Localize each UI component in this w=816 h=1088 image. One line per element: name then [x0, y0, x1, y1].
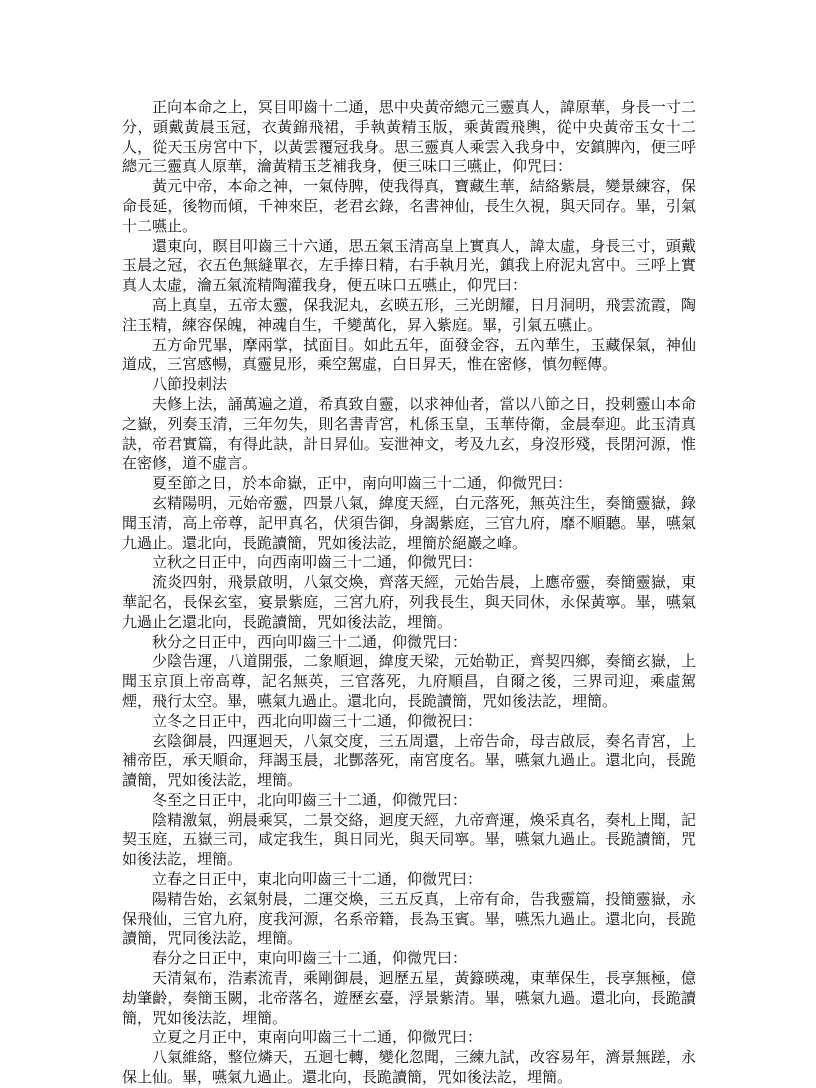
paragraph: 立夏之月正中，東南向叩齒三十二通，仰微咒曰： — [152, 1028, 483, 1047]
paragraph: 立冬之日正中，西北向叩齒三十二通，仰微祝曰： — [152, 711, 483, 730]
paragraph: 冬至之日正中，北向叩齒三十二通，仰微咒曰： — [152, 790, 468, 809]
paragraph: 流炎四射，飛景啟明，八氣交煥，齊落天經，元始告晨，上應帝靈，奏簡靈嶽，東華記名，長保玄室，宴景紫庭，三宮九府，列我長生，與天同休，永保黃寧。畢，嚥氣九過止乞還北向，長跪讀簡，咒如後法訖，埋簡。 — [122, 573, 696, 631]
paragraph: 八氣維絡，整位燐天，五迴七轉，變化忽聞，三練九試，改容易年，濟景無蹉，永保上仙。畢，嚥氣九過止。還北向，長跪讀簡，咒如後法訖，埋簡。 — [122, 1048, 696, 1087]
paragraph: 夏至節之日，於本命嶽，正中，南向叩齒三十二通，仰微咒曰： — [152, 474, 573, 493]
paragraph: 春分之日正中，東向叩齒三十二通，仰微咒曰： — [152, 949, 468, 968]
paragraph: 玄精陽明，元始帝靈，四景八氣，緯度天經，白元落死，無英注生，奏簡靈嶽，錄聞玉清，高上帝尊，記甲真名，伏須告御，身謁紫庭，三官九府，靡不順聽。畢，嚥氣九過止。還北向，長跪讀簡，咒如後法訖，埋簡於絕巖之峰。 — [122, 493, 696, 552]
paragraph: 黃元中帝，本命之神，一氣侍脾，使我得真，寶藏生華，結絡紫晨，變景練容，保命長延，後物而傾，千神來臣，老君玄錄，名書神仙，長生久視，與天同存。畢，引氣十二嚥止。 — [122, 177, 696, 235]
paragraph: 立秋之日正中，向西南叩齒三十二通，仰微咒曰： — [152, 553, 483, 572]
paragraph: 玄陰御晨，四運迴天，八氣交度，三五周還，上帝告命，母吉啟辰，奏名青宮，上補帝臣，承天順命，拜謁玉晨，北酆落死，南宮度名。畢，嚥氣九過止。還北向，長跪讀簡，咒如後法訖，埋簡。 — [122, 731, 696, 790]
paragraph: 高上真皇，五帝太靈，保我泥丸，玄暎五形，三光朗耀，日月洞明，飛雲流霞，陶注玉精，練容保魄，神魂自生，千變萬化，昇入紫庭。畢，引氣五嚥止。 — [122, 295, 696, 334]
paragraph: 還東向，瞑目叩齒三十六通，思五氣玉清高皇上實真人，諱太虛，身長三寸，頭戴玉晨之冠，衣五色無縫單衣，左手捧日精，右手執月光，鎮我上府泥丸宮中。三呼上實真人太虛，瀹五氣流精陶灌我身，便五味口五嚥止，仰咒曰： — [122, 236, 696, 295]
paragraph: 正向本命之上，冥目叩齒十二通，思中央黃帝總元三靈真人，諱原華，身長一寸二分，頭戴黃晨玉冠，衣黃錦飛裙，手執黃精玉版，乘黃霞飛輿，從中央黃帝玉女十二人，從天玉房宮中下，以黃雲覆冠我身。思三靈真人乘雲入我身中，安鎮脾內，便三呼總元三靈真人原華，瀹黃精玉芝補我身，便三味口三嚥止，仰咒曰： — [122, 98, 696, 176]
paragraph: 秋分之日正中，西向叩齒三十二通，仰微咒曰： — [152, 632, 468, 651]
document-page — [122, 98, 696, 1088]
paragraph: 陽精告始，玄氣射晨，二運交煥，三五反真，上帝有命，告我靈篇，投簡靈嶽，永保飛仙，三官九府，度我河源，名系帝籍，長為玉賓。畢，嚥炁九過止。還北向，長跪讀簡，咒同後法訖，埋簡。 — [122, 889, 696, 948]
paragraph: 天清氣布，浩素流青，乘剛御晨，迴歷五星，黃籙暎魂，東華保生，長享無極，億劫肇齡，奏簡玉闕，北帝落名，遊歷玄臺，浮景紫清。畢，嚥氣九過。還北向，長跪讀簡，咒如後法訖，埋簡。 — [122, 969, 696, 1027]
paragraph: 夫修上法，誦萬遍之道，希真致自靈，以求神仙者，當以八節之日，投刺靈山本命之嶽，列奏玉清，三年勿失，則名書青宮，札係玉皇，玉華侍衛，金晨奉迎。此玉清真訣，帝君實篇，有得此訣，計日昇仙。妄泄神文，考及九玄，身沒形殘，長閉河源，惟在密修，道不虛言。 — [122, 394, 696, 473]
paragraph: 五方命咒畢，摩兩掌，拭面目。如此五年，面發金容，五內華生，玉藏保氣，神仙道成，三宮感暢，真靈見形，乘空駕虛，白日昇天，惟在密修，慎勿輕傳。 — [122, 335, 696, 374]
paragraph: 立春之日正中，東北向叩齒三十二通，仰微咒曰： — [152, 870, 483, 889]
paragraph: 陰精激氣，朔晨乘冥，二景交絡，迴度天經，九帝齊運，煥采真名，奏札上聞，記契玉庭，五嶽三司，咸定我生，與日同光，與天同寧。畢，嚥氣九過止。長跪讀簡，咒如後法訖，埋簡。 — [122, 810, 696, 869]
section-title: 八節投刺法 — [152, 375, 228, 394]
paragraph: 少陰告運，八道開張，二象順迴，緯度天梁，元始勒正，齊契四鄉，奏簡玄嶽，上聞玉京頂上帝高尊，記名無英，三官落死，九府順昌，自爾之後，三界司迎，乘虛駕煙，飛行太空。畢，嚥氣九過止。還北向，長跪讀簡，咒如後法訖，埋簡。 — [122, 652, 696, 710]
